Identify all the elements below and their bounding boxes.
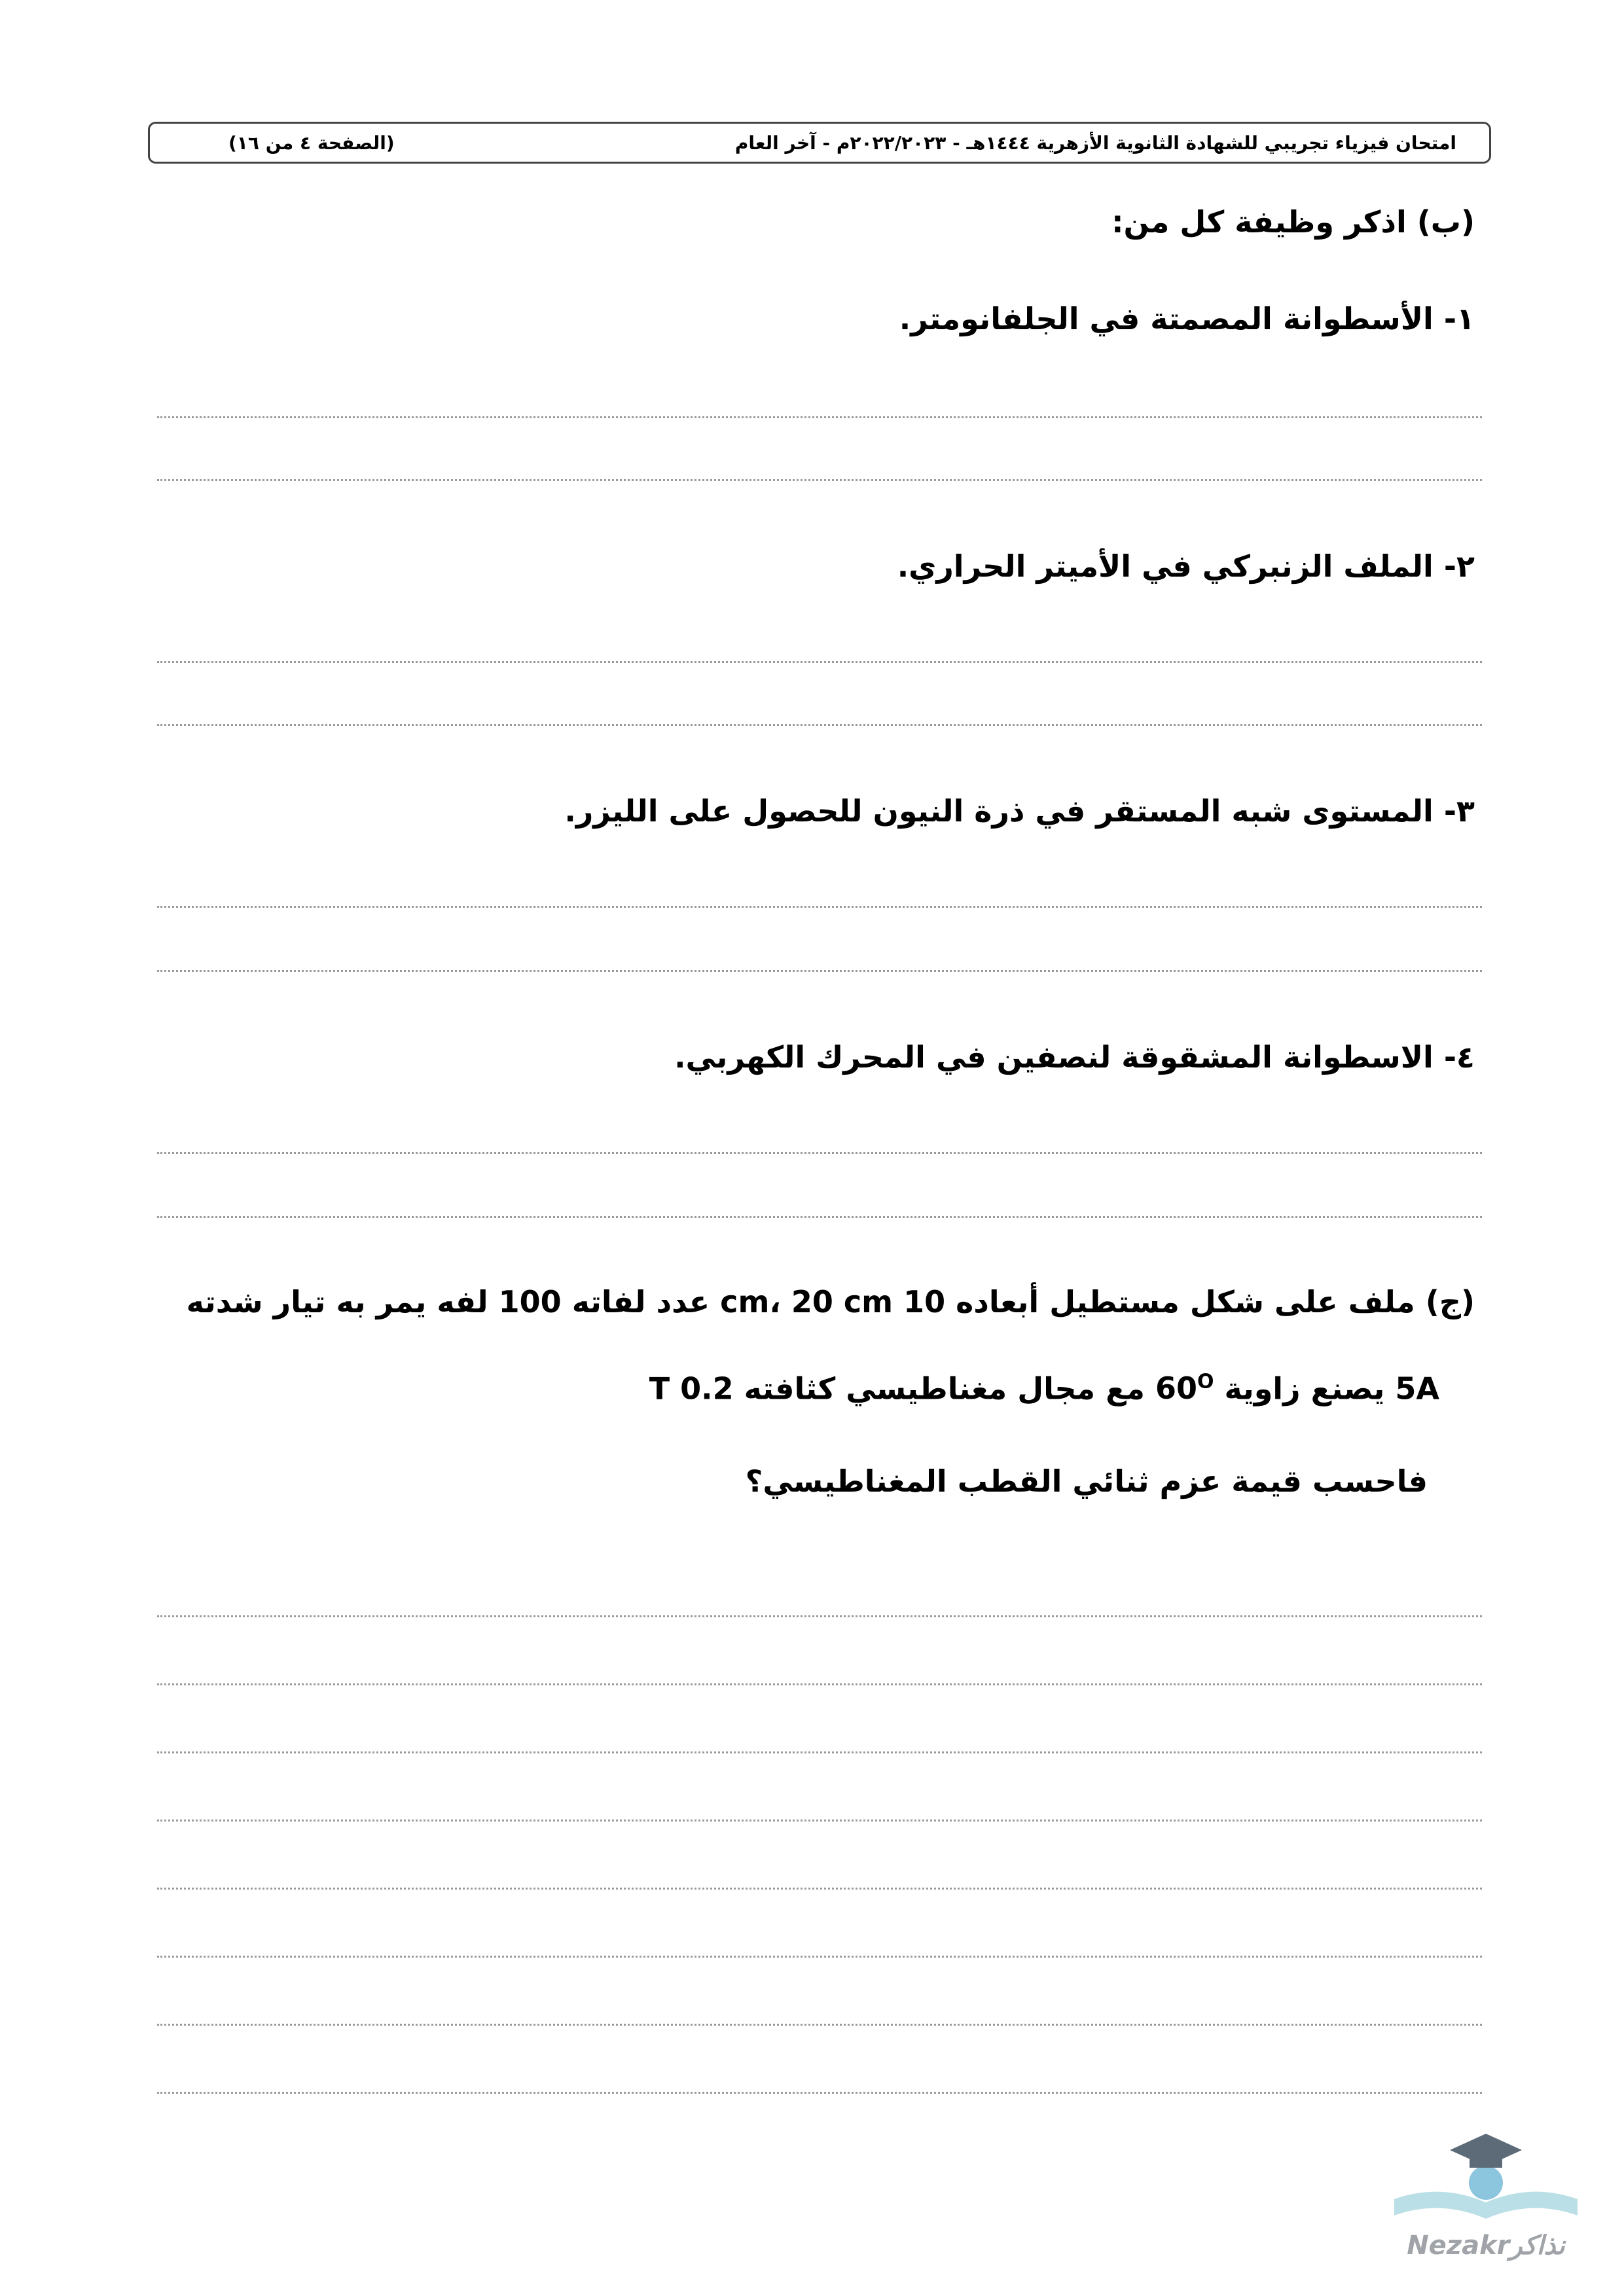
answer-line — [157, 906, 1482, 908]
angle-number: 60 — [1155, 1371, 1198, 1407]
section-c-line-2 — [649, 1371, 1439, 1407]
answer-line — [157, 1888, 1482, 1890]
answer-line — [157, 1751, 1482, 1753]
answer-line — [157, 1683, 1482, 1685]
logo-text: Nezakrنذاكر — [1407, 2231, 1565, 2261]
answer-line — [157, 2092, 1482, 2094]
angle-value — [1155, 1371, 1214, 1406]
answer-line — [157, 2024, 1482, 2026]
drop-shape — [1469, 2166, 1503, 2200]
degree-symbol: O — [1197, 1371, 1214, 1393]
answer-line — [157, 1820, 1482, 1821]
answer-line — [157, 1152, 1482, 1154]
nezakr-logo — [1381, 2121, 1591, 2271]
book-right-page — [1486, 2192, 1578, 2219]
book-cap-icon — [1381, 2121, 1591, 2232]
question-item-3: ٣- المستوى شبه المستقر في ذرة النيون للحصول على الليزر. — [564, 793, 1475, 829]
section-c-line-1: (ج) ملف على شكل مستطيل أبعاده 10 cm، 20 cm عدد لفاته 100 لفه يمر به تيار شدته — [186, 1284, 1475, 1319]
line-2-start: 5A يصنع زاوية — [1214, 1371, 1439, 1407]
answer-line — [157, 1956, 1482, 1958]
question-item-4: ٤- الاسطوانة المشقوقة لنصفين في المحرك الكهربي. — [674, 1039, 1475, 1075]
answer-line — [157, 479, 1482, 481]
question-item-1: ١- الأسطوانة المصمتة في الجلفانومتر. — [899, 301, 1475, 336]
page-number: (الصفحة ٤ من ١٦) — [228, 132, 395, 154]
cap-base — [1470, 2155, 1502, 2168]
answer-line — [157, 1615, 1482, 1617]
section-c-line-3: فاحسب قيمة عزم ثنائي القطب المغناطيسي؟ — [745, 1463, 1428, 1499]
line-2-end: مع مجال مغناطيسي كثافته 0.2 T — [649, 1371, 1155, 1407]
answer-line — [157, 724, 1482, 726]
exam-title: امتحان فيزياء تجريبي للشهادة الثانوية الأزهرية ١٤٤٤هـ - ٢٠٢٢/٢٠٢٣م - آخر العام — [734, 132, 1456, 154]
question-item-2: ٢- الملف الزنبركي في الأميتر الحراري. — [897, 548, 1475, 584]
answer-line — [157, 970, 1482, 972]
section-b-heading: (ب) اذكر وظيفة كل من: — [1111, 204, 1475, 240]
book-left-page — [1394, 2192, 1486, 2219]
answer-line — [157, 661, 1482, 663]
page-header — [148, 122, 1491, 164]
answer-line — [157, 1216, 1482, 1218]
answer-line — [157, 416, 1482, 418]
